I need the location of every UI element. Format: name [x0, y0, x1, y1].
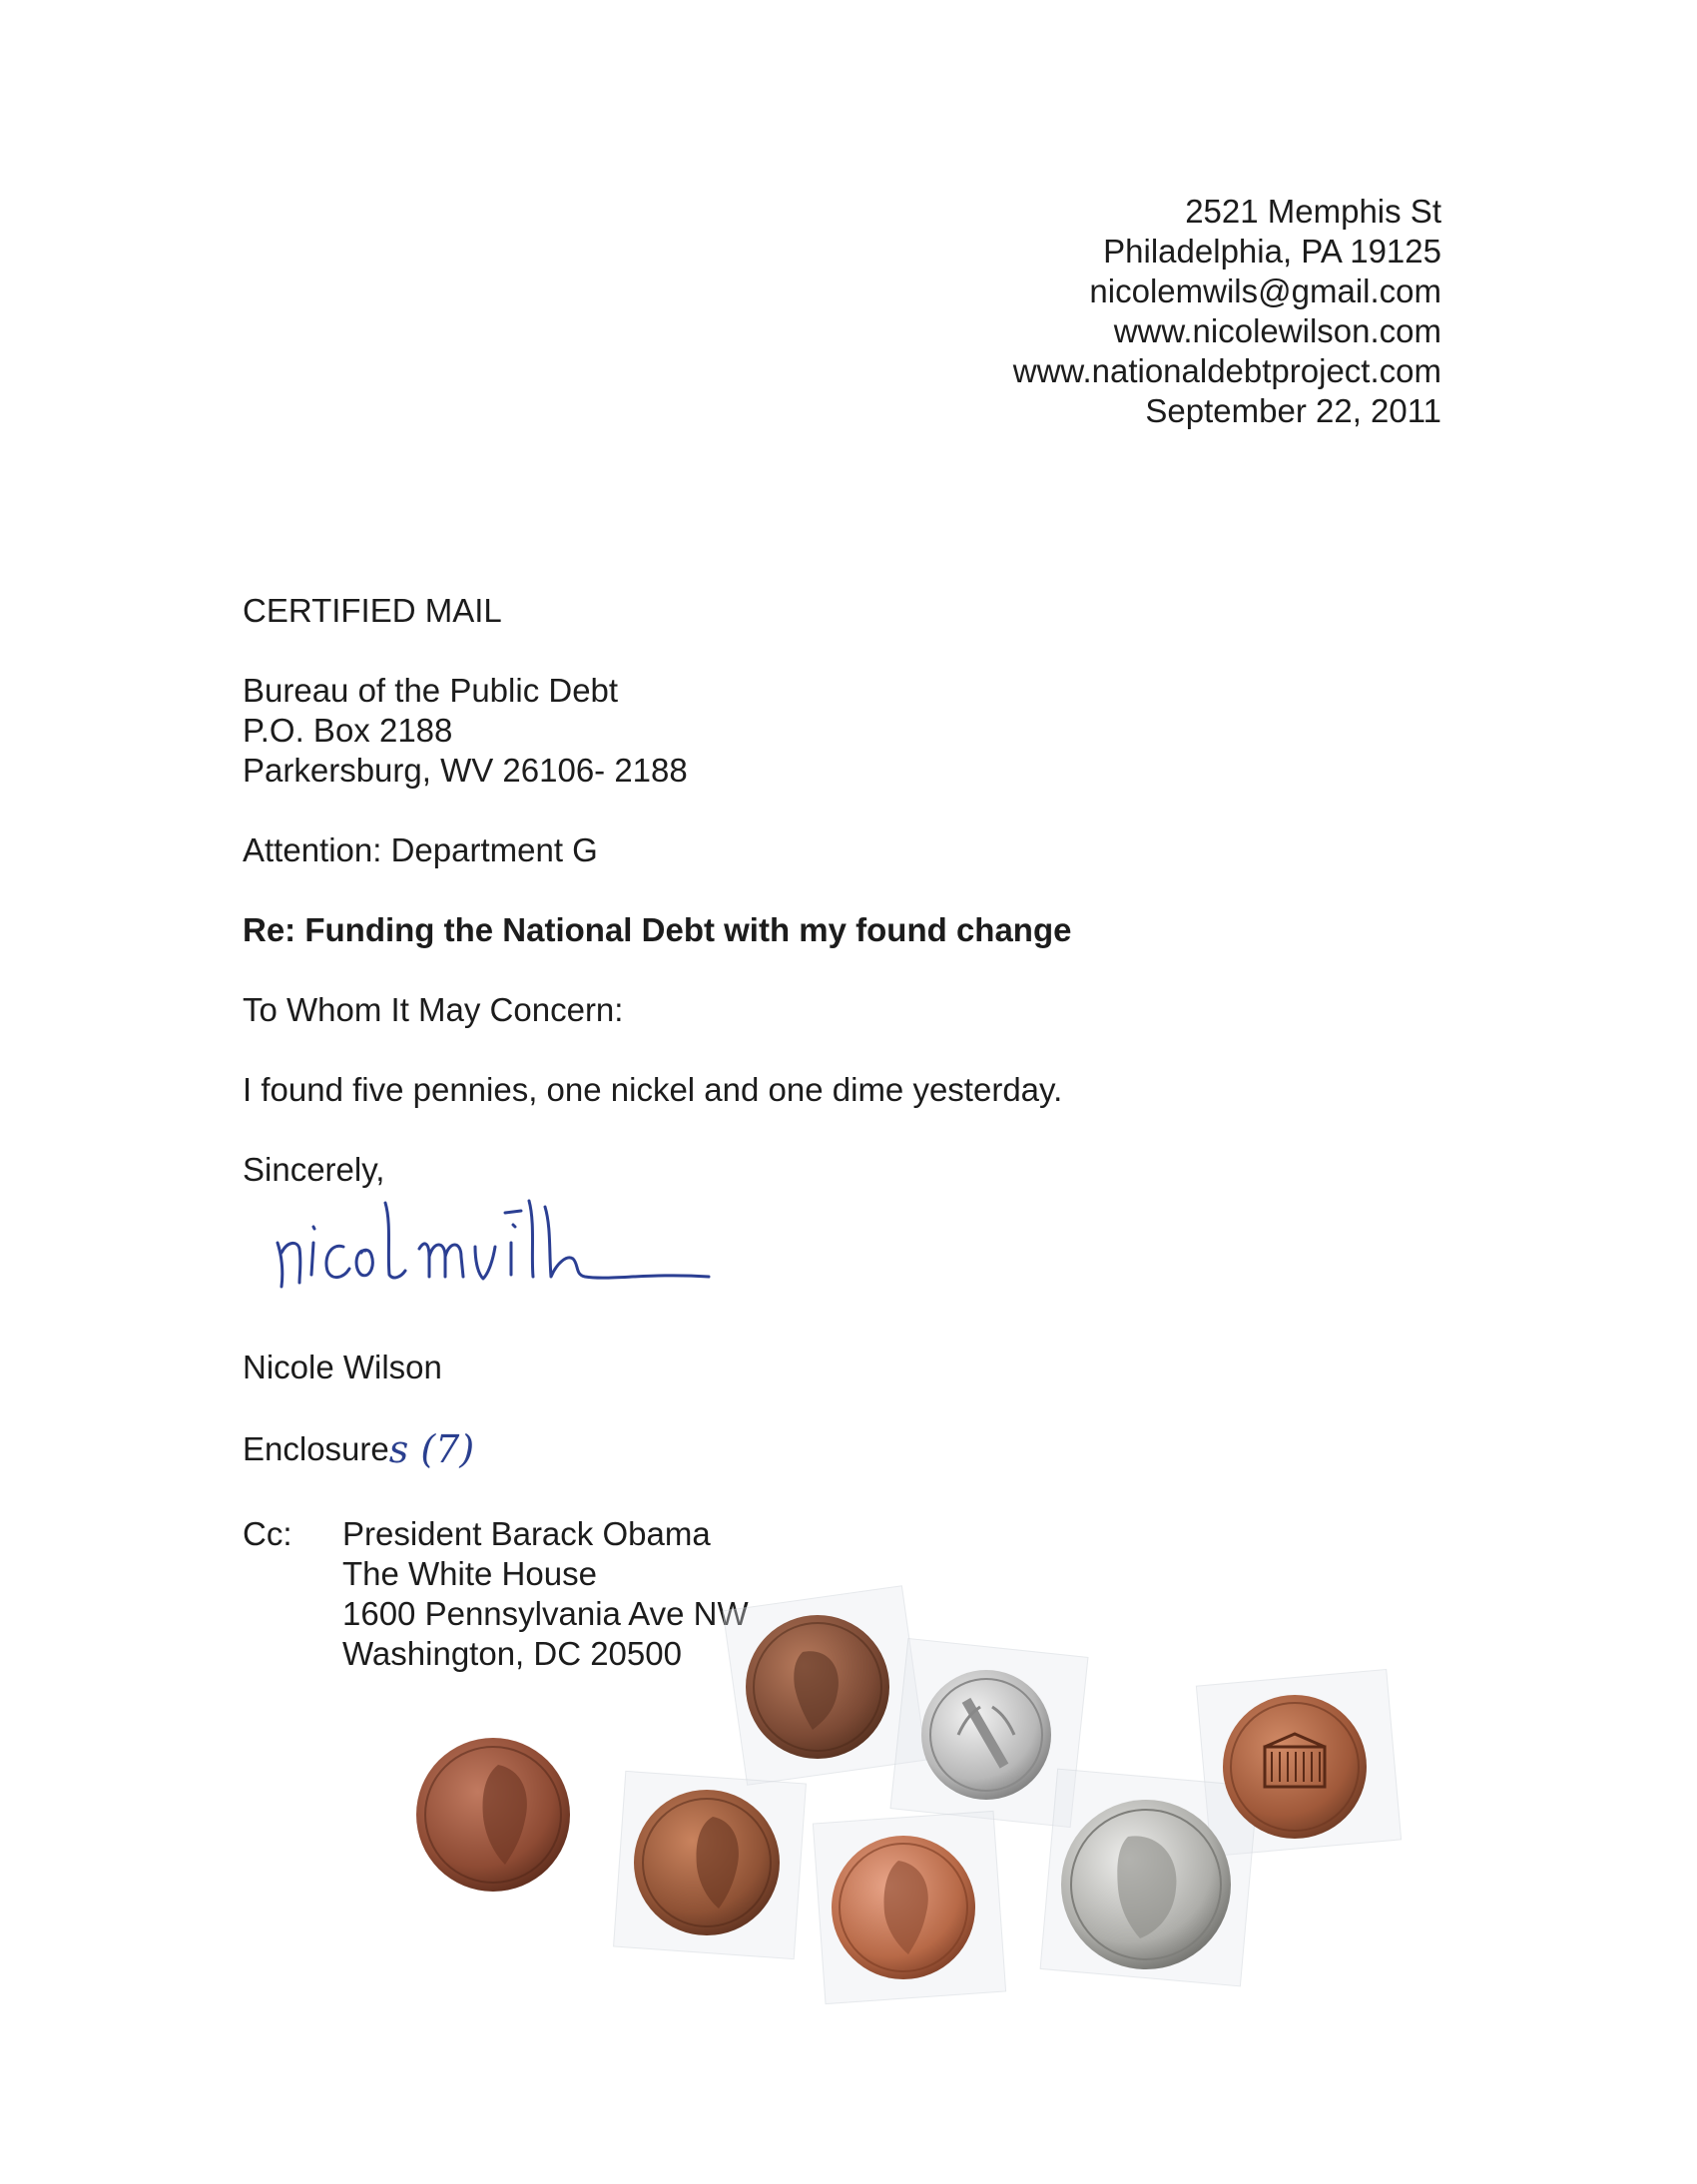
nickel-coin — [1058, 1797, 1234, 1972]
cc-city: Washington, DC 20500 — [342, 1635, 682, 1672]
cc-address-block — [342, 1514, 749, 1674]
sender-street: 2521 Memphis St — [1185, 193, 1441, 230]
enclosures-handwritten: s (7) — [388, 1427, 475, 1471]
sender-email: nicolemwils@gmail.com — [1089, 273, 1441, 309]
sender-website: www.nicolewilson.com — [1113, 312, 1441, 349]
cc-label: Cc: — [243, 1515, 292, 1552]
dime-coin — [918, 1667, 1054, 1803]
penny-coin — [413, 1735, 573, 1895]
penny-coin — [1220, 1692, 1370, 1842]
enclosures-typed: Enclosure — [243, 1430, 389, 1467]
recipient-box: P.O. Box 2188 — [243, 712, 453, 749]
signer-name: Nicole Wilson — [243, 1349, 442, 1385]
sender-website-project: www.nationaldebtproject.com — [1012, 352, 1441, 389]
salutation: To Whom It May Concern: — [243, 991, 624, 1028]
cc-street: 1600 Pennsylvania Ave NW — [342, 1595, 749, 1632]
enclosures-line — [243, 1427, 474, 1469]
recipient-name: Bureau of the Public Debt — [243, 672, 619, 709]
handwritten-signature — [270, 1183, 739, 1303]
penny-coin — [743, 1612, 892, 1762]
attention-line: Attention: Department G — [243, 831, 598, 868]
letter-date: September 22, 2011 — [1145, 392, 1441, 429]
subject-line: Re: Funding the National Debt with my found change — [243, 911, 1072, 948]
sender-city: Philadelphia, PA 19125 — [1103, 233, 1441, 270]
closing: Sincerely, — [243, 1151, 385, 1188]
mail-type: CERTIFIED MAIL — [243, 592, 502, 629]
penny-coin — [631, 1787, 783, 1938]
penny-coin — [829, 1833, 978, 1982]
cc-org: The White House — [342, 1555, 597, 1592]
letter-body: I found five pennies, one nickel and one dime yesterday. — [243, 1071, 1063, 1108]
recipient-city: Parkersburg, WV 26106- 2188 — [243, 752, 688, 789]
sender-address-block — [1013, 192, 1441, 431]
cc-name: President Barack Obama — [342, 1515, 711, 1552]
